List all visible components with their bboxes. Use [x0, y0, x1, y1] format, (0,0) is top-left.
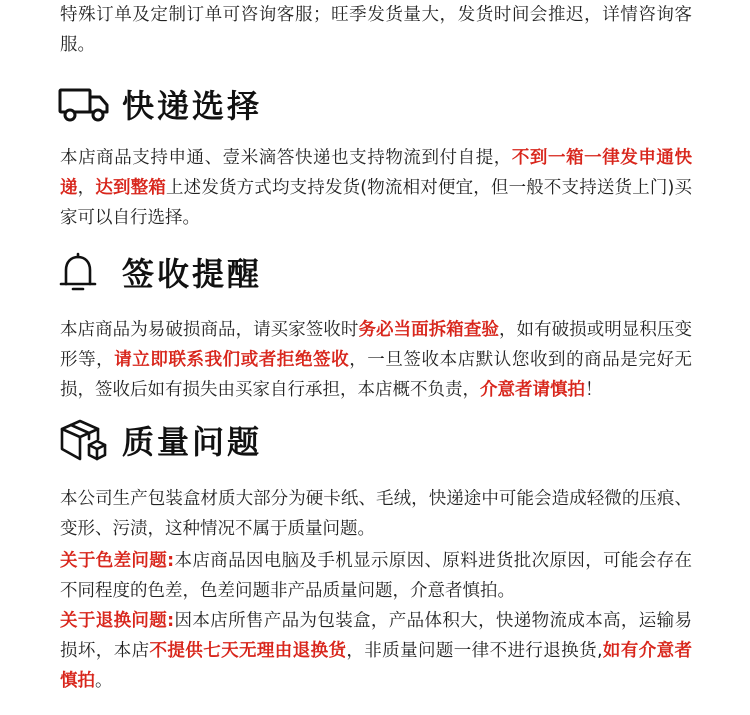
text-run: 。 — [95, 671, 113, 691]
text-run: 本店商品因电脑及手机显示原因、原料进货批次原因，可能会存在不同程度的色差，色差问题非产品质量问题，介意者慎拍。 — [60, 551, 692, 601]
intro-text: 特殊订单及定制订单可咨询客服；旺季发货量大，发货时间会推迟，详情咨询客服。 — [60, 5, 692, 55]
bell-icon — [58, 248, 112, 296]
highlight-text: 请立即联系我们或者拒绝签收 — [114, 350, 350, 370]
delivery-text — [60, 143, 692, 233]
text-run: 本店商品支持申通、壹米滴答快递也支持物流到付自提， — [60, 148, 512, 168]
text-run: ，一旦签收本店默认您收到的商品是完好无损，签收后如有损失由买家自行承担，本店概不负责， — [60, 350, 693, 400]
section-title: 质量问题 — [122, 423, 263, 461]
highlight-text: 介意者请慎拍 — [480, 380, 585, 400]
text-run: ， — [77, 178, 96, 198]
section-heading-delivery — [58, 80, 262, 128]
text-run: ！ — [585, 380, 603, 400]
return-policy-label: 关于退换问题: — [60, 611, 175, 631]
signing-text — [60, 315, 692, 405]
text-run: ，如有破损或明显积压变形等， — [60, 320, 693, 370]
highlight-text: 如有介意者慎拍 — [60, 641, 693, 691]
text-run: 本店商品为易破损商品，请买家签收时 — [60, 320, 359, 340]
color-difference-label: 关于色差问题: — [60, 551, 175, 571]
highlight-text: 不到一箱一律发申通快递 — [60, 148, 693, 198]
section-title: 签收提醒 — [122, 255, 263, 293]
section-heading-signing — [58, 248, 262, 296]
text-run: 上述发货方式均支持发货(物流相对便宜，但一般不支持送货上门)买家可以自行选择。 — [60, 178, 693, 228]
highlight-text: 不提供七天无理由退换货 — [149, 641, 347, 661]
text-run: 因本店所售产品为包装盒，产品体积大，快递物流成本高，运输易损坏，本店 — [60, 611, 692, 661]
section-heading-quality — [58, 416, 262, 464]
highlight-text: 达到整箱 — [95, 178, 166, 198]
section-title: 快递选择 — [122, 87, 263, 125]
return-policy-text — [60, 606, 692, 696]
text-run: ，非质量问题一律不进行退换货, — [346, 641, 603, 661]
highlight-text: 务必当面拆箱查验 — [358, 320, 499, 340]
package-box-icon — [58, 416, 112, 464]
quality-general-text: 本公司生产包装盒材质大部分为硬卡纸、毛绒，快递途中可能会造成轻微的压痕、变形、污渍，这种情况不属于质量问题。 — [60, 489, 692, 539]
color-difference-text — [60, 546, 692, 606]
delivery-truck-icon — [58, 80, 112, 128]
